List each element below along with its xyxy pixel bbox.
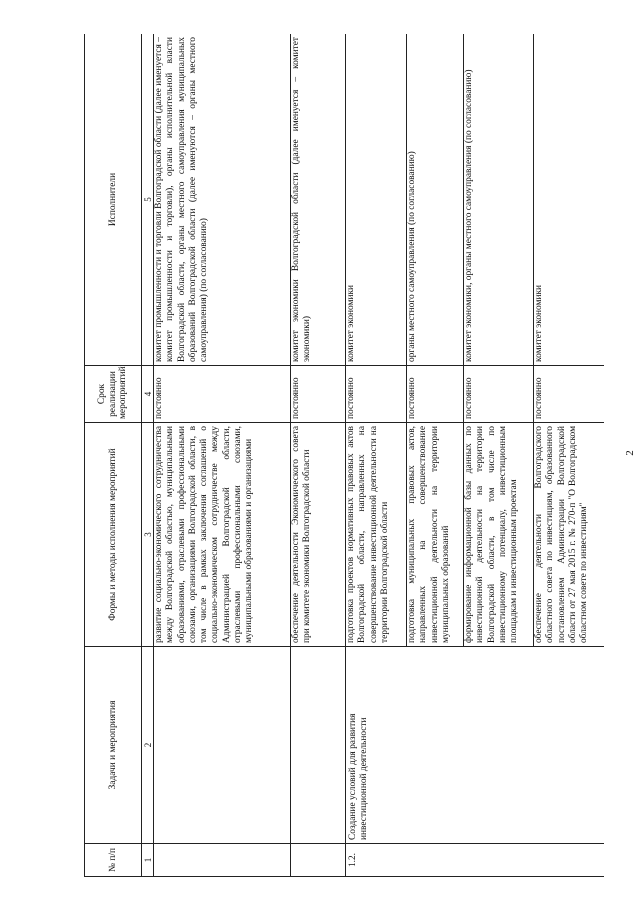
header-executor: Исполнители [85, 34, 142, 366]
method-cell: обеспечение деятельности Волгоградского областного совета по инвестициям, образованного постановлением Администрации Волгоградской области от 27 мая 2015 г. № 270-п "О Волгоградском областном совете по инвестициям" [534, 423, 605, 647]
table-row [291, 34, 346, 877]
measures-table [84, 34, 604, 877]
header-task: Задачи и мероприятия [85, 647, 142, 844]
header-index-2: 2 [142, 647, 154, 844]
header-num: № п/п [85, 844, 142, 877]
term-cell: постоянно [154, 366, 291, 423]
executor-cell: комитет экономики Волгоградской области (далее именуется – комитет экономики) [291, 34, 346, 366]
executor-cell: комитет экономики, органы местного самоуправления (по согласованию) [464, 34, 534, 366]
header-index-4: 4 [142, 366, 154, 423]
row-num-cell [154, 844, 291, 877]
executor-cell: комитет промышленности и торговли Волгоградской области (далее именуется – комитет промышленности и торговли), органы исполнительной власти Волгоградской области, органы местного самоуправления муниципальных образований Волгоградской области (далее именуются – органы местного самоуправления) (по согласованию) [154, 34, 291, 366]
row-num-cell [291, 844, 346, 877]
method-cell: обеспечение деятельности Экономического совета при комитете экономики Волгоградской области [291, 423, 346, 647]
term-cell: постоянно [407, 366, 464, 423]
table-row [346, 34, 407, 877]
term-cell: постоянно [534, 366, 605, 423]
term-cell: постоянно [464, 366, 534, 423]
rotated-page-area [84, 34, 604, 877]
method-cell: подготовка проектов нормативных правовых актов Волгоградской области, направленных на совершенствование инвестиционной деятельности на территории Волгоградской области [346, 423, 407, 647]
task-cell [291, 647, 346, 844]
header-row [85, 34, 142, 877]
term-cell: постоянно [291, 366, 346, 423]
header-term: Срок реализации мероприятий [85, 366, 142, 423]
task-cell [154, 647, 291, 844]
executor-cell: комитет экономики [346, 34, 407, 366]
page-number: 2 [624, 450, 636, 456]
group-task-cell: Создание условий для развития инвестиционной деятельности [346, 647, 605, 844]
table-row [154, 34, 291, 877]
header-index-3: 3 [142, 423, 154, 647]
method-cell: подготовка муниципальных правовых актов, направленных на совершенствование инвестиционной деятельности на территории муниципальных образований [407, 423, 464, 647]
method-cell: формирование информационной базы данных по инвестиционной деятельности на территории Волгоградской области, в том числе по инвестиционному потенциалу, инвестиционным площадкам и инвестиционным проектам [464, 423, 534, 647]
executor-cell: органы местного самоуправления (по согласованию) [407, 34, 464, 366]
term-cell: постоянно [346, 366, 407, 423]
header-index-1: 1 [142, 844, 154, 877]
group-num-cell: 1.2. [346, 844, 605, 877]
header-method: Формы и методы исполнения мероприятий [85, 423, 142, 647]
header-number-row [142, 34, 154, 877]
method-cell: развитие социально-экономического сотрудничества между Волгоградской областью, муниципальными образованиями, отраслевыми профессиональными союзами, организациями Волгоградской области, в том числе в рамках заключения соглашений о социально-экономическом сотрудничестве между Администрацией Волгоградской области, отраслевыми профессиональными союзами, муниципальными образованиями и организациями [154, 423, 291, 647]
header-index-5: 5 [142, 34, 154, 366]
executor-cell: комитет экономики [534, 34, 605, 366]
